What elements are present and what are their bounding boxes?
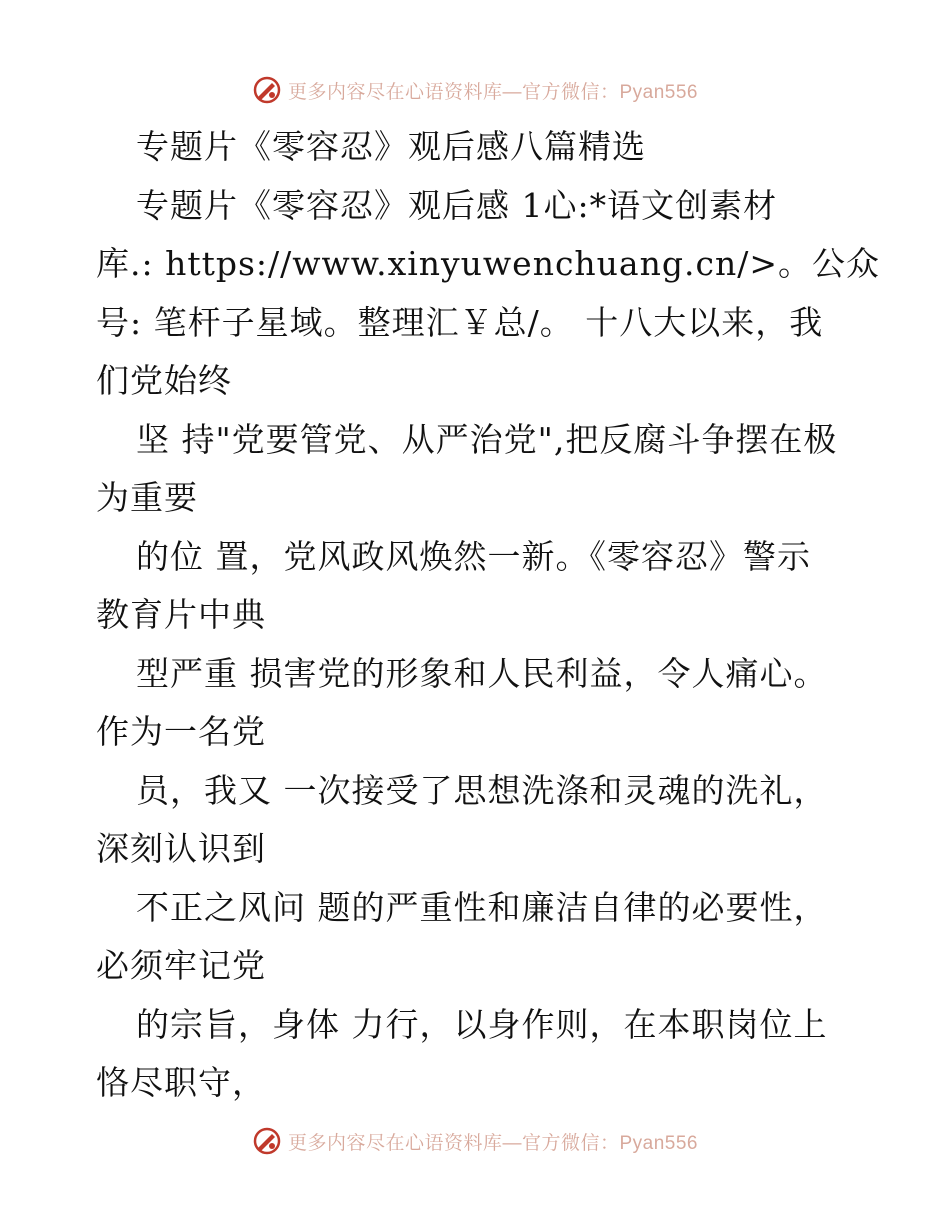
- text-line: 恪尽职守，: [96, 1063, 266, 1102]
- document-title: 专题片《零容忍》观后感八篇精选: [136, 127, 646, 166]
- text-line: 型严重 损害党的形象和人民利益，令人痛心。: [136, 653, 828, 693]
- pen-logo-icon: [252, 1126, 282, 1156]
- text-line: 必须牢记党: [96, 946, 266, 985]
- header-watermark: [0, 72, 950, 108]
- text-line: 作为一名党: [96, 712, 266, 751]
- text-line: 号: 笔杆子星域。整理汇￥总/。 十八大以来，我: [96, 302, 824, 342]
- text-line: 员，我又 一次接受了思想洗涤和灵魂的洗礼，: [136, 770, 828, 810]
- watermark-text: 更多内容尽在心语资料库—官方微信：Pyan556: [287, 81, 698, 103]
- text-line: 为重要: [96, 478, 198, 517]
- text-line: 深刻认识到: [96, 829, 266, 868]
- watermark-text: 更多内容尽在心语资料库—官方微信：Pyan556: [287, 1132, 698, 1154]
- text-line: 教育片中典: [96, 595, 266, 634]
- text-line: 专题片《零容忍》观后感 1心:*语文创素材: [136, 185, 778, 225]
- text-line: 库.: https://www.xinyuwenchuang.cn/>。公众: [96, 244, 880, 283]
- text-line: 的宗旨，身体 力行，以身作则，在本职岗位上: [136, 1004, 828, 1044]
- footer-watermark: [0, 1123, 950, 1159]
- text-line: 坚 持"党要管党、从严治党",把反腐斗争摆在极: [136, 419, 838, 459]
- document-body: [96, 118, 880, 1113]
- pen-logo-icon: [252, 75, 282, 105]
- text-line: 的位 置，党风政风焕然一新。《零容忍》警示: [136, 536, 811, 576]
- text-line: 们党始终: [96, 361, 232, 400]
- text-line: 不正之风问 题的严重性和廉洁自律的必要性，: [136, 887, 828, 927]
